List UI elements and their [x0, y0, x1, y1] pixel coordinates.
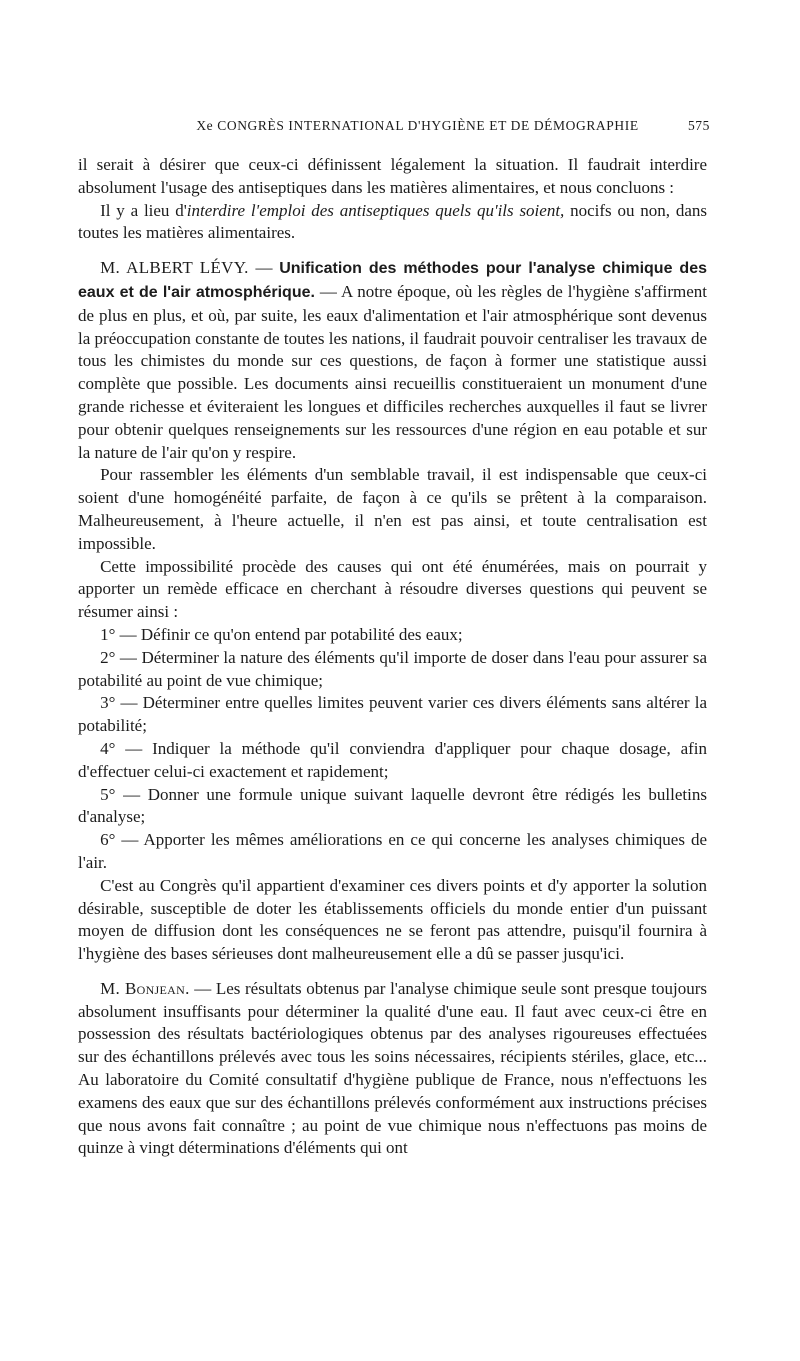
paragraph-bonjean — [78, 978, 707, 1160]
list-item-3: 3° — Déterminer entre quelles limites peuvent varier ces divers éléments sans altérer la potabilité; — [78, 693, 707, 736]
levy-text: — A notre époque, où les règles de l'hygiène s'affirment de plus en plus, et où, par suite, les eaux d'alimentation et l'air atmosphérique sont devenus la préoccupation constante de toutes les nations, il faudrait pouvoir centraliser les travaux de tous les chimistes du monde sur ces questions, de façon à former une statistique aussi complète que possible. Les documents ainsi recueillis constitueraient un monument d'une grande richesse et éviteraient les longues et difficiles recherches auxquelles il faut se livrer pour obtenir quelques renseignements sur les ressources d'une région en eau potable et sur la nature de l'air qu'on y respire. — [78, 281, 707, 462]
paragraph-conclusion — [78, 200, 707, 246]
levy-dash: — — [248, 258, 280, 278]
list-item-5: 5° — Donner une formule unique suivant laquelle devront être rédigés les bulletins d'analyse; — [78, 784, 707, 827]
paragraph-levy — [78, 257, 707, 464]
body-text — [78, 154, 707, 1160]
list-item-1: 1° — Définir ce qu'on entend par potabilité des eaux; — [100, 624, 463, 644]
running-title: Xe CONGRÈS INTERNATIONAL D'HYGIÈNE ET DE DÉMOGRAPHIE — [196, 118, 639, 133]
list-item-6: 6° — Apporter les mêmes améliorations en ce qui concerne les analyses chimiques de l'air. — [78, 830, 707, 872]
speaker-bonjean: M. Bonjean. — [100, 978, 190, 998]
bonjean-text: — Les résultats obtenus par l'analyse chimique seule sont presque toujours absolument insuffisants pour déterminer la qualité d'une eau. Il faut avec ceux-ci être en possession des résultats bactériologiques obtenus par des analyses rigoureuses effectuées sur des échantillons prélevés avec tous les soins nécessaires, récipients stériles, glace, etc... Au laboratoire du Comité consultatif d'hygiène publique de France, nous n'effectuons les examens des eaux que sur des échantillons prélevés conformément aux instructions précises que nous avons fait connaître ; au point de vue chimique nous n'effectuons pas moins de quinze à vingt déterminations d'éléments qui ont — [78, 978, 707, 1158]
list-item-4: 4° — Indiquer la méthode qu'il conviendra d'appliquer pour chaque dosage, afin d'effectuer celui-ci exactement et rapidement; — [78, 738, 707, 781]
page-number: 575 — [687, 118, 710, 133]
conclusion-lead: Il y a lieu d' — [100, 200, 187, 220]
list-item-2: 2° — Déterminer la nature des éléments qu'il importe de doser dans l'eau pour assurer sa potabilité au point de vue chimique; — [78, 647, 707, 690]
conclusion-italic: interdire l'emploi des antiseptiques quels qu'ils soient, — [186, 200, 565, 220]
paragraph-intro: il serait à désirer que ceux-ci définissent légalement la situation. Il faudrait interdire absolument l'usage des antiseptiques dans les matières alimentaires, et nous concluons : — [78, 155, 707, 197]
speaker-levy: M. ALBERT LÉVY. — [100, 258, 249, 278]
paragraph-causes: Cette impossibilité procède des causes qui ont été énumérées, mais on pourrait y apporter un remède efficace en cherchant à résoudre diverses questions qui peuvent se résumer ainsi : — [78, 556, 707, 622]
running-header — [78, 118, 710, 140]
conclusion-tail: nocifs ou non, dans toutes les matières alimentaires. — [78, 200, 707, 243]
paragraph-homogeneity: Pour rassembler les éléments d'un semblable travail, il est indispensable que ceux-ci soient d'une homogénéité parfaite, de façon à ce qu'ils se prêtent à la comparaison. Malheureusement, à l'heure actuelle, il n'en est pas ainsi, et toute centralisation est impossible. — [78, 465, 707, 553]
levy-title: Unification des méthodes pour l'analyse chimique des eaux et de l'air atmosphérique. — [78, 260, 708, 301]
paragraph-congress: C'est au Congrès qu'il appartient d'examiner ces divers points et d'y apporter la solution désirable, susceptible de doter les établissements officiels du monde entier d'un puissant moyen de diffusion dont les conséquences ne se feront pas attendre, puisqu'il fournira à l'hygiène des bases sérieuses dont malheureusement elle a dû se passer jusqu'ici. — [78, 875, 707, 964]
